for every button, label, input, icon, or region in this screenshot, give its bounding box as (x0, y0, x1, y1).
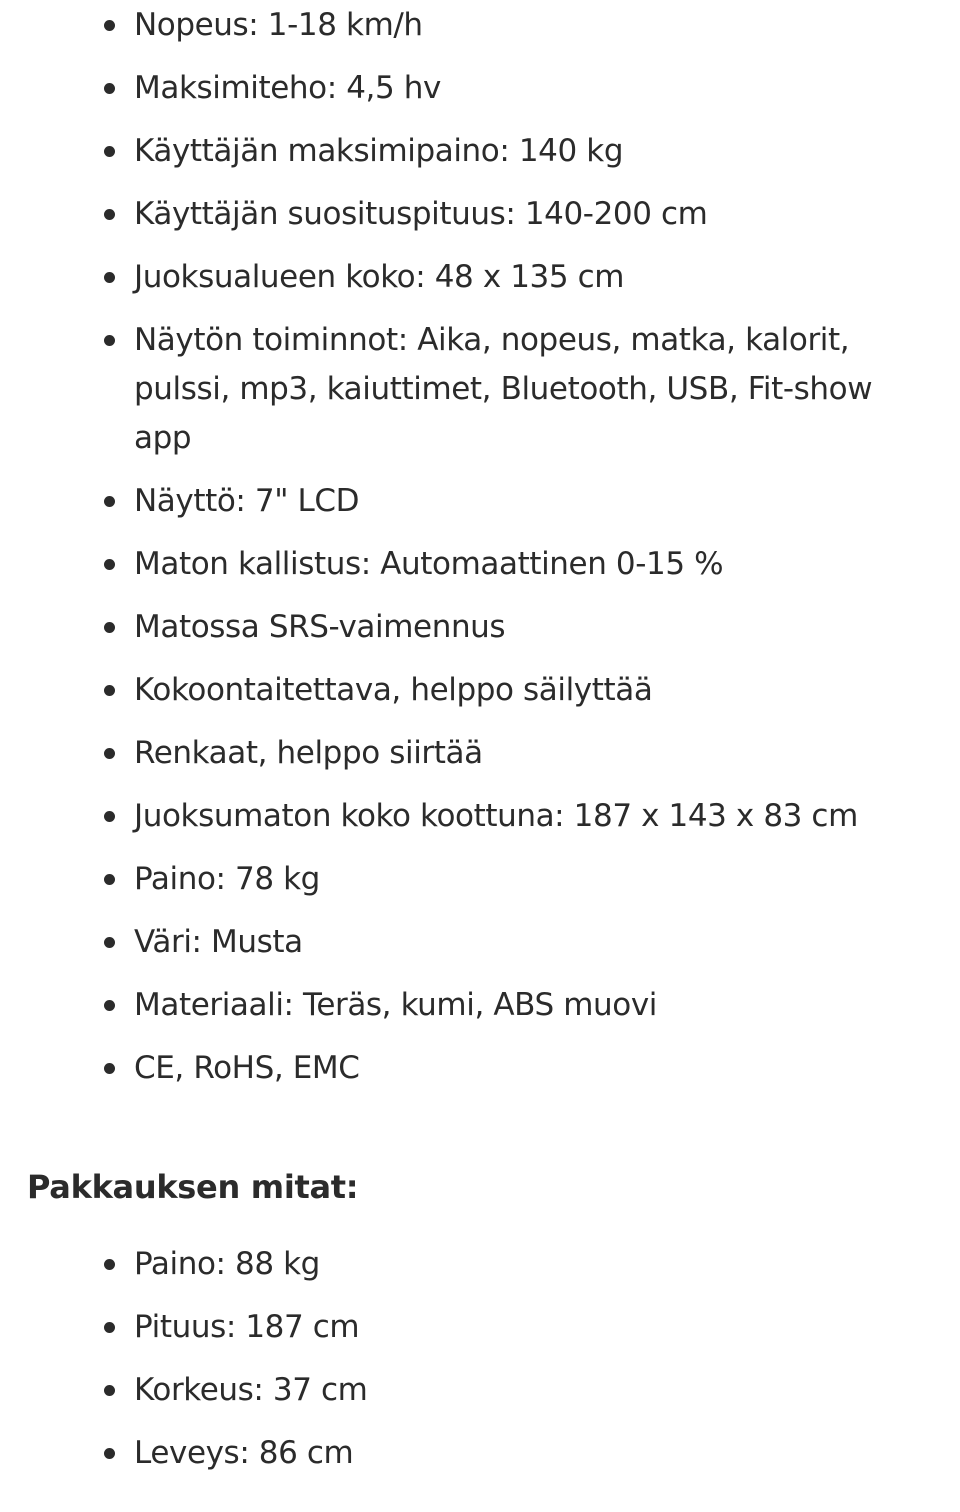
bullet-icon (104, 874, 115, 885)
list-item (0, 981, 960, 1030)
list-item-text: Nopeus: 1-18 km/h (134, 7, 423, 43)
list-item (0, 603, 960, 652)
list-item (0, 64, 960, 113)
list-item (0, 1, 960, 50)
bullet-icon (104, 748, 115, 759)
list-item-text: Korkeus: 37 cm (134, 1372, 368, 1408)
list-item (0, 1044, 960, 1093)
list-item-text: Näytön toiminnot: Aika, nopeus, matka, kalorit, pulssi, mp3, kaiuttimet, Bluetooth, USB, Fit-show app (134, 322, 873, 456)
list-item (0, 540, 960, 589)
list-item-text: Paino: 88 kg (134, 1246, 320, 1282)
list-item-text: Materiaali: Teräs, kumi, ABS muovi (134, 987, 657, 1023)
list-item (0, 477, 960, 526)
list-item (0, 855, 960, 904)
bullet-icon (104, 1000, 115, 1011)
list-item (0, 792, 960, 841)
list-item-text: Näyttö: 7" LCD (134, 483, 360, 519)
bullet-icon (104, 335, 115, 346)
list-item-text: Renkaat, helppo siirtää (134, 735, 483, 771)
list-item-text: CE, RoHS, EMC (134, 1050, 360, 1086)
list-item (0, 666, 960, 715)
list-item (0, 1303, 960, 1352)
bullet-icon (104, 146, 115, 157)
list-item (0, 316, 960, 463)
list-item (0, 1366, 960, 1415)
bullet-icon (104, 1063, 115, 1074)
list-item-text: Väri: Musta (134, 924, 303, 960)
bullet-icon (104, 1448, 115, 1459)
bullet-icon (104, 272, 115, 283)
bullet-icon (104, 685, 115, 696)
bullet-icon (104, 559, 115, 570)
list-item-text: Leveys: 86 cm (134, 1435, 354, 1471)
list-item (0, 190, 960, 239)
bullet-icon (104, 811, 115, 822)
package-dimensions-heading: Pakkauksen mitat: (27, 1168, 359, 1206)
bullet-icon (104, 496, 115, 507)
list-item-text: Kokoontaitettava, helppo säilyttää (134, 672, 653, 708)
list-item-text: Pituus: 187 cm (134, 1309, 360, 1345)
list-item-text: Käyttäjän suosituspituus: 140-200 cm (134, 196, 708, 232)
bullet-icon (104, 1322, 115, 1333)
spec-list (0, 1, 960, 1107)
bullet-icon (104, 20, 115, 31)
list-item (0, 918, 960, 967)
bullet-icon (104, 937, 115, 948)
bullet-icon (104, 1259, 115, 1270)
list-item-text: Maton kallistus: Automaattinen 0-15 % (134, 546, 724, 582)
list-item (0, 1240, 960, 1289)
bullet-icon (104, 1385, 115, 1396)
bullet-icon (104, 622, 115, 633)
bullet-icon (104, 209, 115, 220)
list-item-text: Paino: 78 kg (134, 861, 320, 897)
list-item-text: Maksimiteho: 4,5 hv (134, 70, 441, 106)
list-item-text: Juoksualueen koko: 48 x 135 cm (134, 259, 625, 295)
list-item (0, 1429, 960, 1478)
list-item-text: Matossa SRS-vaimennus (134, 609, 506, 645)
list-item (0, 127, 960, 176)
package-dimensions-list (0, 1240, 960, 1492)
list-item (0, 253, 960, 302)
bullet-icon (104, 83, 115, 94)
list-item (0, 729, 960, 778)
list-item-text: Juoksumaton koko koottuna: 187 x 143 x 83 cm (134, 798, 858, 834)
list-item-text: Käyttäjän maksimipaino: 140 kg (134, 133, 624, 169)
